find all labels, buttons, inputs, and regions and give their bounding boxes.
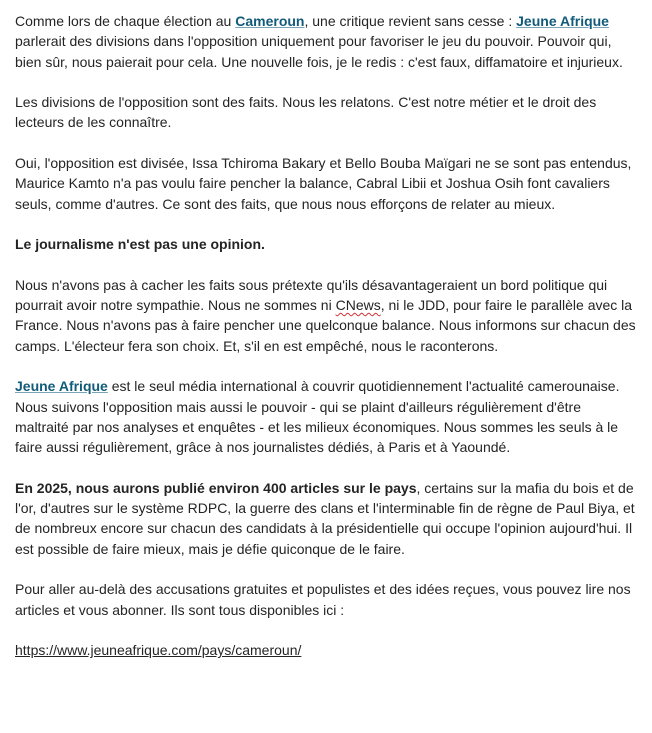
- cameroun-url-link[interactable]: https://www.jeuneafrique.com/pays/cameroun/: [15, 642, 302, 659]
- url-paragraph: [15, 640, 637, 660]
- paragraph-1: [15, 11, 637, 72]
- paragraph-6: [15, 478, 637, 559]
- paragraph-6-text: , certains sur la mafia du bois et de l'or, d'autres sur le système RDPC, la guerre des clans et l'interminable fin de règne de Paul Biya, et de nombreux encore sur chacun des candidats à la présidentielle qui occupe l'opinion aujourd'hui. Il est possible de faire mieux, mais je défie quiconque de le faire.: [15, 479, 635, 557]
- paragraph-1-text-c: parlerait des divisions dans l'opposition uniquement pour favoriser le jeu du pouvoir. Pouvoir qui, bien sûr, nous paierait pour cela. Une nouvelle fois, je le redis : c'est faux, diffamatoire et injurieux.: [15, 33, 623, 70]
- paragraph-4-text-a: Nous n'avons pas à cacher les faits sous prétexte qu'ils désavantageraient un bord politique qui pourrait avoir notre sympathie. Nous ne sommes ni: [15, 276, 608, 314]
- paragraph-1-text-a: Comme lors de chaque élection au: [15, 13, 236, 29]
- paragraph-1-text-b: , une critique revient sans cesse :: [304, 13, 517, 29]
- paragraph-5-text: est le seul média international à couvrir quotidiennement l'actualité camerounaise. Nous suivons l'opposition mais aussi le pouvoir - qui se plaint d'ailleurs régulièrement d'être maltraité par nos analyses et enquêtes - et les milieux économiques. Nous sommes les seuls à le faire aussi régulièrement, grâce à nos journalistes dédiés, à Paris et à Yaoundé.: [15, 378, 620, 456]
- paragraph-5: [15, 376, 637, 457]
- jeune-afrique-link-2[interactable]: Jeune Afrique: [15, 378, 108, 395]
- jeune-afrique-link[interactable]: Jeune Afrique: [516, 13, 609, 29]
- paragraph-2: Les divisions de l'opposition sont des faits. Nous les relatons. C'est notre métier et le droit des lecteurs de les connaître.: [15, 94, 597, 131]
- paragraph-4-text-b: , ni le JDD, pour faire le parallèle avec la France. Nous n'avons pas à faire pencher une quelconque balance. Nous informons sur chacun des camps. L'électeur fera son choix. Et, s'il en est empêché, nous le raconterons.: [15, 297, 636, 354]
- paragraph-6-bold: En 2025, nous aurons publié environ 400 articles sur le pays: [15, 479, 417, 496]
- cnews-spellcheck-word[interactable]: CNews: [335, 297, 381, 314]
- paragraph-3: Oui, l'opposition est divisée, Issa Tchiroma Bakary et Bello Bouba Maïgari ne se sont pas entendus, Maurice Kamto n'a pas voulu faire pencher la balance, Cabral Libii et Joshua Osih font cavaliers seuls, comme d'autres. Ce sont des faits, que nous nous efforçons de relater au mieux.: [15, 155, 632, 212]
- section-heading-text: Le journalisme n'est pas une opinion.: [15, 236, 265, 253]
- cameroun-link[interactable]: Cameroun: [235, 13, 305, 29]
- paragraph-4: [15, 275, 637, 356]
- paragraph-7: Pour aller au-delà des accusations gratuites et populistes et des idées reçues, vous pouvez lire nos articles et vous abonner. Ils sont tous disponibles ici :: [15, 581, 631, 618]
- section-heading: [15, 234, 637, 254]
